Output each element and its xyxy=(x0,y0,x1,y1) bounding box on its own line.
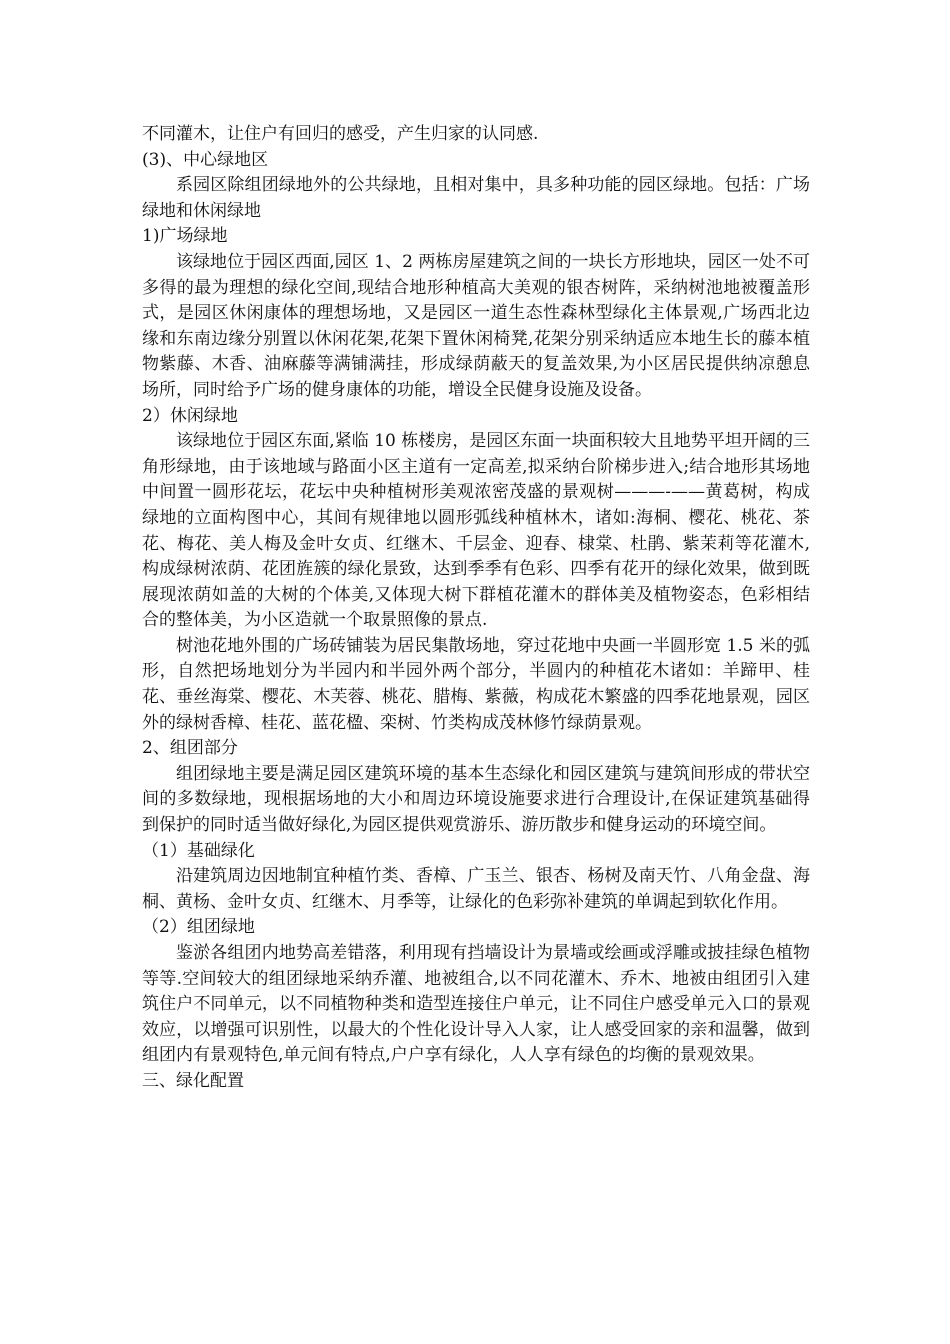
body-paragraph: 树池花地外围的广场砖铺装为居民集散场地，穿过花地中央画一半圆形宽 1.5 米的弧形，自然把场地划分为半园内和半园外两个部分，半圆内的种植花木诸如：羊蹄甲、桂花、垂丝海棠、樱花、木芙蓉、桃花、腊梅、紫薇，构成花木繁盛的四季花地景观，园区外的绿树香樟、桂花、蓝花楹、栾树、竹类构成茂林修竹绿荫景观。 xyxy=(142,635,810,733)
section-heading: 2）休闲绿地 xyxy=(142,405,238,426)
body-paragraph: 该绿地位于园区西面,园区 1、2 两栋房屋建筑之间的一块长方形地块，园区一处不可多得的最为理想的绿化空间,现结合地形种植高大美观的银杏树阵，采纳树池地被覆盖形式，是园区休闲康体的理想场地，又是园区一道生态性森林型绿化主体景观,广场西北边缘和东南边缘分别置以休闲花架,花架下置休闲椅凳,花架分别采纳适应本地生长的藤本植物紫藤、木香、油麻藤等满铺满挂，形成绿荫蔽天的复盖效果,为小区居民提供纳凉憩息场所，同时给予广场的健身康体的功能，增设全民健身设施及设备。 xyxy=(142,251,810,400)
section-heading: （2）组团绿地 xyxy=(142,917,255,938)
body-paragraph: 沿建筑周边因地制宜种植竹类、香樟、广玉兰、银杏、杨树及南天竹、八角金盘、海桐、黄杨、金叶女贞、红继木、月季等，让绿化的色彩弥补建筑的单调起到软化作用。 xyxy=(142,866,810,912)
body-paragraph: 不同灌木，让住户有回归的感受，产生归家的认同感. xyxy=(142,124,539,144)
body-paragraph: 组团绿地主要是满足园区建筑环境的基本生态绿化和园区建筑与建筑间形成的带状空间的多数绿地，现根据场地的大小和周边环境设施要求进行合理设计,在保证建筑基础得到保护的同时适当做好绿化,为园区提供观赏游乐、游历散步和健身运动的环境空间。 xyxy=(142,763,810,836)
section-heading: (3)、中心绿地区 xyxy=(142,149,269,170)
section-heading: 2、组团部分 xyxy=(142,738,238,759)
body-paragraph: 系园区除组团绿地外的公共绿地，且相对集中，具多种功能的园区绿地。包括：广场绿地和休闲绿地 xyxy=(142,175,810,221)
section-heading: 1)广场绿地 xyxy=(142,226,228,247)
section-heading: （1）基础绿化 xyxy=(142,840,255,861)
body-paragraph: 鉴淤各组团内地势高差错落，利用现有挡墙设计为景墙或绘画或浮雕或披挂绿色植物等等.空间较大的组团绿地采纳乔灌、地被组合,以不同花灌木、乔木、地被由组团引入建筑住户不同单元，以不同植物种类和造型连接住户单元，让不同住户感受单元入口的景观效应，以增强可识别性，以最大的个性化设计导入人家，让人感受回家的亲和温馨，做到组团内有景观特色,单元间有特点,户户享有绿化，人人享有绿色的均衡的景观效果。 xyxy=(142,943,810,1066)
document-page xyxy=(142,122,810,1095)
body-paragraph: 该绿地位于园区东面,紧临 10 栋楼房，是园区东面一块面积较大且地势平坦开阔的三角形绿地，由于该地域与路面小区主道有一定高差,拟采纳台阶梯步进入;结合地形其场地中间置一圆形花坛，花坛中央种植树形美观浓密茂盛的景观树———-——黄葛树，构成绿地的立面构图中心，其间有规律地以圆形弧线种植林木，诸如:海桐、樱花、桃花、茶花、梅花、美人梅及金叶女贞、红继木、千层金、迎春、棣棠、杜鹃、紫茉莉等花灌木,构成绿树浓荫、花团旌簇的绿化景致，达到季季有色彩、四季有花开的绿化效果，做到既展现浓荫如盖的大树的个体美,又体现大树下群植花灌木的群体美及植物姿态，色彩相结合的整体美，为小区造就一个取景照像的景点. xyxy=(142,431,810,631)
section-heading: 三、绿化配置 xyxy=(142,1070,244,1091)
